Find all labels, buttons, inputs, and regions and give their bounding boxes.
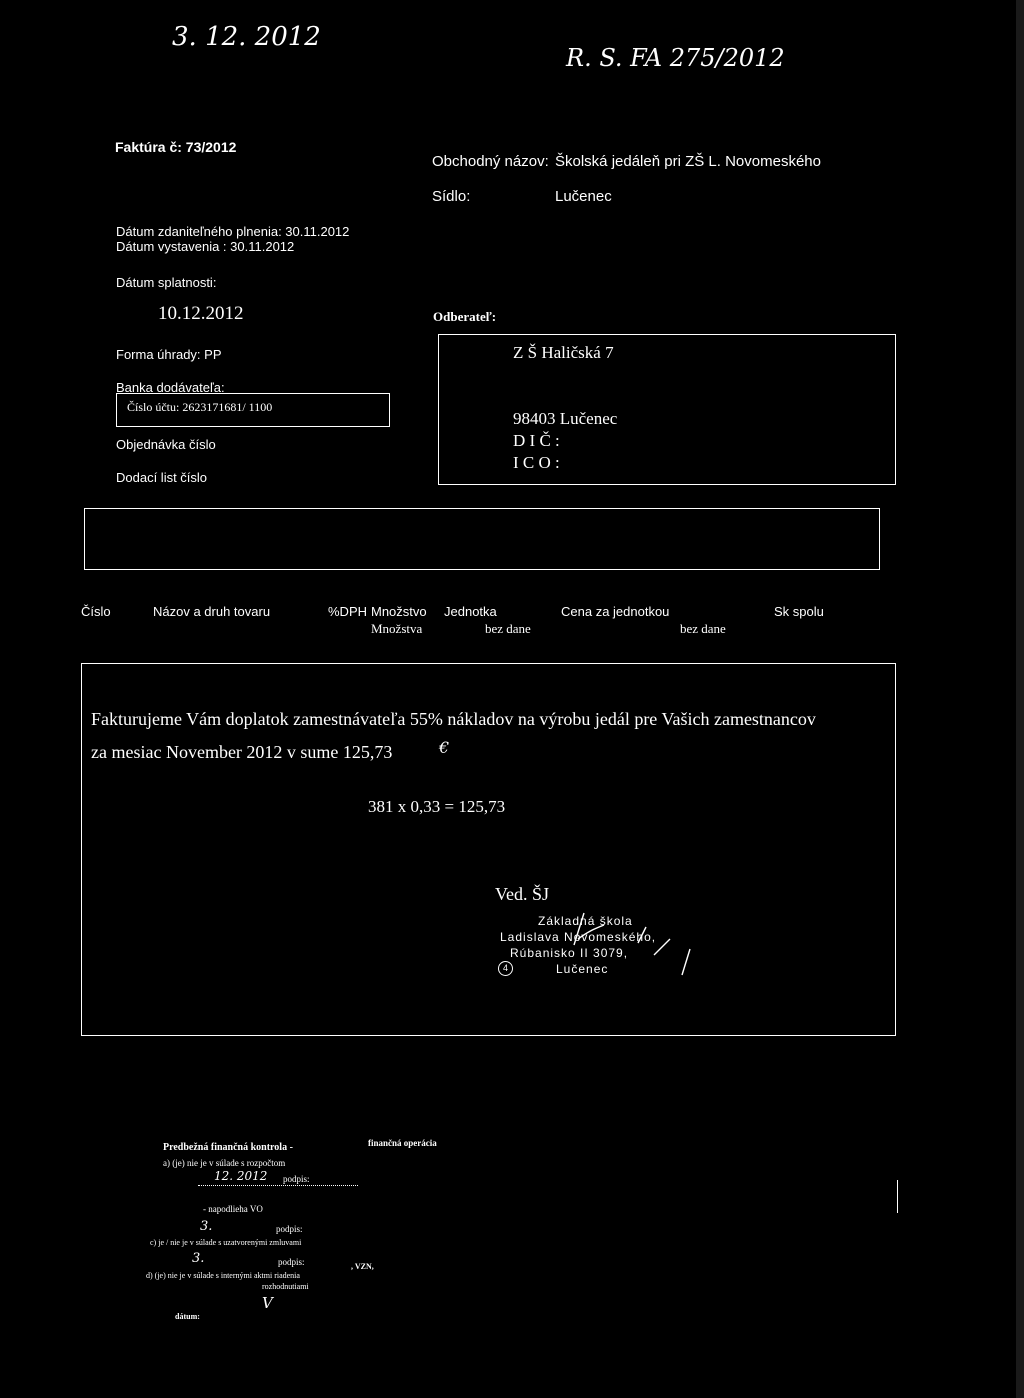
- control-line-c: c) je / nie je v súlade s uzatvorenými zmluvami: [150, 1238, 302, 1247]
- due-date-value: 10.12.2012: [158, 303, 244, 324]
- bank-account-number: Číslo účtu: 2623171681/ 1100: [127, 400, 273, 414]
- invoice-text-line-1: Fakturujeme Vám doplatok zamestnávateľa 55% nákladov na výrobu jedál pre Vašich zamestnancov: [91, 709, 816, 729]
- currency-mark: €: [439, 738, 450, 757]
- customer-city: 98403 Lučenec: [513, 409, 618, 428]
- control-sign-a: podpis:: [283, 1174, 310, 1184]
- col-unit-header: Jednotka: [444, 604, 497, 619]
- bank-label: Banka dodávateľa:: [116, 380, 225, 395]
- control-line-c-number: 3.: [200, 1219, 213, 1234]
- payment-method: Forma úhrady: PP: [116, 347, 222, 362]
- col-price-subheader: bez dane: [485, 621, 531, 636]
- col-name-header: Názov a druh tovaru: [153, 604, 271, 619]
- control-sign-d: podpis:: [278, 1257, 305, 1267]
- issue-date: Dátum vystavenia : 30.11.2012: [116, 239, 295, 254]
- customer-name: Z Š Haličská 7: [513, 343, 614, 362]
- signature-role: Ved. ŠJ: [495, 884, 550, 904]
- customer-dic: D I Č :: [513, 431, 560, 450]
- control-date-a: 12. 2012: [214, 1169, 268, 1183]
- stamp-line-4: Lučenec: [556, 962, 609, 976]
- scan-edge: [1016, 0, 1024, 1398]
- invoice-text-line-2: za mesiac November 2012 v sume 125,73: [91, 742, 393, 762]
- control-line-a: a) (je) nie je v súlade s rozpočtom: [163, 1158, 286, 1168]
- stamp-number-badge: 4: [498, 961, 513, 976]
- bank-account-box: [116, 393, 390, 427]
- financial-operation-label: finančná operácia: [368, 1138, 437, 1148]
- due-date-label: Dátum splatnosti:: [116, 275, 217, 290]
- invoice-body-box: [81, 663, 896, 1036]
- supplier-name-value: Školská jedáleň pri ZŠ L. Novomeského: [555, 153, 821, 170]
- control-footer-label: dátum:: [175, 1312, 200, 1321]
- handwritten-signature-icon: [544, 909, 704, 979]
- control-line-d-extra: rozhodnutiami: [262, 1282, 309, 1291]
- supplier-name-label: Obchodný názov:: [432, 153, 549, 170]
- control-vzn: , VZN,: [351, 1262, 374, 1271]
- col-number-header: Číslo: [81, 604, 111, 619]
- stamp-line-2: Ladislava Novomeského,: [500, 930, 657, 944]
- control-check-mark: V: [262, 1294, 273, 1312]
- col-total-header: Sk spolu: [774, 604, 824, 619]
- col-vat-header: %DPH: [328, 604, 368, 619]
- customer-box: [438, 334, 896, 485]
- stamp-line-1: Základná škola: [538, 914, 633, 928]
- supplier-seat-value: Lučenec: [555, 188, 612, 205]
- handwritten-reference: R. S. FA 275/2012: [566, 44, 785, 72]
- delivery-note-label: Dodací list číslo: [116, 470, 208, 485]
- control-line-d: d) (je) nie je v súlade s internými aktmi riadenia: [146, 1271, 300, 1280]
- col-qty-header: Množstvo: [371, 604, 427, 619]
- control-sign-c: podpis:: [276, 1224, 303, 1234]
- customer-ico: I C O :: [513, 453, 560, 472]
- control-subtitle: - napodlieha VO: [203, 1204, 263, 1214]
- control-line-d-number: 3.: [192, 1251, 205, 1266]
- supplier-seat-label: Sídlo:: [432, 188, 471, 205]
- col-qty-subheader: Množstva: [371, 621, 423, 636]
- stamp-line-3: Rúbanisko II 3079,: [510, 946, 629, 960]
- col-total-subheader: bez dane: [680, 621, 726, 636]
- taxable-supply-date: Dátum zdaniteľného plnenia: 30.11.2012: [116, 224, 350, 239]
- customer-label: Odberateľ:: [433, 309, 497, 324]
- handwritten-date: 3. 12. 2012: [172, 22, 321, 52]
- invoice-number: Faktúra č: 73/2012: [115, 139, 237, 155]
- calculation: 381 x 0,33 = 125,73: [368, 797, 506, 816]
- official-stamp: [484, 909, 714, 989]
- order-number-label: Objednávka číslo: [116, 437, 216, 452]
- sign-line-a: [198, 1185, 358, 1186]
- control-title: Predbežná finančná kontrola -: [163, 1142, 293, 1153]
- margin-mark: [897, 1180, 898, 1213]
- col-price-header: Cena za jednotkou: [561, 604, 670, 619]
- empty-note-box: [84, 508, 880, 570]
